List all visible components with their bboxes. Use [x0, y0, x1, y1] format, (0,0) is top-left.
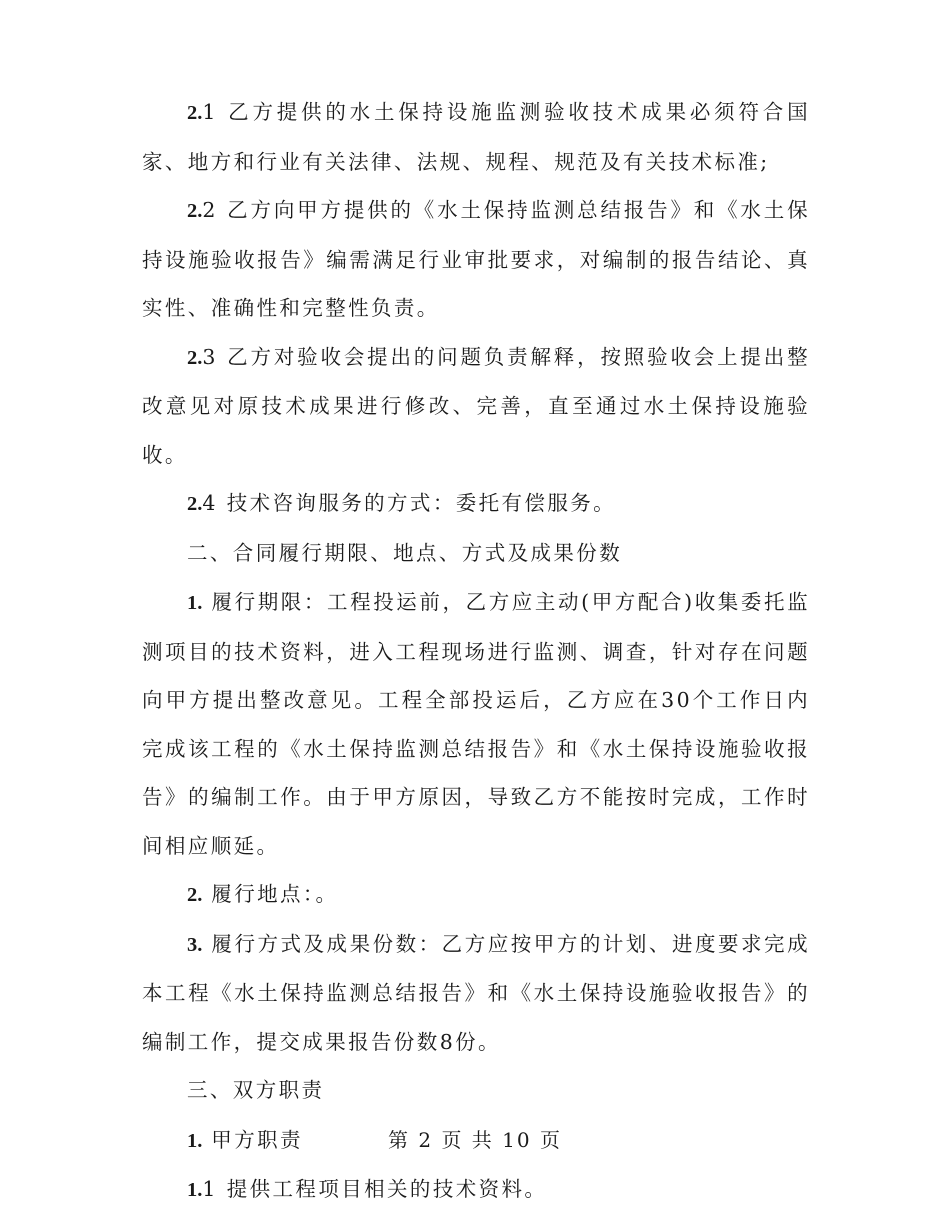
paragraph-text: 2 乙方向甲方提供的《水土保持监测总结报告》和《水土保持设施验收报告》编需满足行业审批要求，对编制的报告结论、真实性、准确性和完整性负责。 [142, 198, 810, 320]
clause-number: 2. [187, 884, 203, 906]
document-body [142, 88, 810, 1215]
paragraph-1-1 [142, 1165, 810, 1215]
paragraph-term [142, 578, 810, 870]
paragraph-2-4 [142, 479, 810, 529]
clause-number: 2. [187, 346, 203, 369]
clause-number: 1. [187, 1179, 203, 1201]
clause-number: 2. [187, 200, 203, 222]
paragraph-text: 1 乙方提供的水土保持设施监测验收技术成果必须符合国家、地方和行业有关法律、法规、规程、规范及有关技术标准; [142, 100, 810, 174]
paragraph-location [142, 870, 810, 920]
clause-number: 1. [187, 1129, 203, 1152]
paragraph-text: 1 提供工程项目相关的技术资料。 [202, 1177, 548, 1201]
page-number-footer: 第 2 页 共 10 页 [388, 1128, 562, 1152]
clause-number: 2. [187, 102, 203, 124]
paragraph-method [142, 920, 810, 1067]
clause-number: 2. [187, 493, 203, 515]
paragraph-text: 履行期限：工程投运前，乙方应主动(甲方配合)收集委托监测项目的技术资料，进入工程现场进行监测、调查，针对存在问题向甲方提出整改意见。工程全部投运后，乙方应在30个工作日内完成该工程的《水土保持监测总结报告》和《水土保持设施验收报告》的编制工作。由于甲方原因，导致乙方不能按时完成，工作时间相应顺延。 [142, 590, 810, 858]
paragraph-text: 4 技术咨询服务的方式：委托有偿服务。 [202, 491, 617, 515]
section-heading-3 [142, 1066, 810, 1116]
paragraph-2-3 [142, 333, 810, 480]
paragraph-2-2 [142, 186, 810, 333]
heading-text: 二、合同履行期限、地点、方式及成果份数 [187, 540, 623, 565]
heading-text: 三、双方职责 [187, 1078, 325, 1102]
clause-number: 1. [187, 592, 203, 614]
clause-number: 3. [187, 933, 203, 956]
paragraph-2-1 [142, 88, 810, 186]
paragraph-text: 甲方职责 [202, 1127, 303, 1152]
section-heading-2 [142, 529, 810, 579]
paragraph-text: 3 乙方对验收会提出的问题负责解释，按照验收会上提出整改意见对原技术成果进行修改、完善，直至通过水土保持设施验收。 [142, 344, 810, 467]
paragraph-text: 履行方式及成果份数：乙方应按甲方的计划、进度要求完成本工程《水土保持监测总结报告》和《水土保持设施验收报告》的编制工作，提交成果报告份数8份。 [142, 931, 810, 1054]
paragraph-text: 履行地点：。 [202, 882, 339, 906]
